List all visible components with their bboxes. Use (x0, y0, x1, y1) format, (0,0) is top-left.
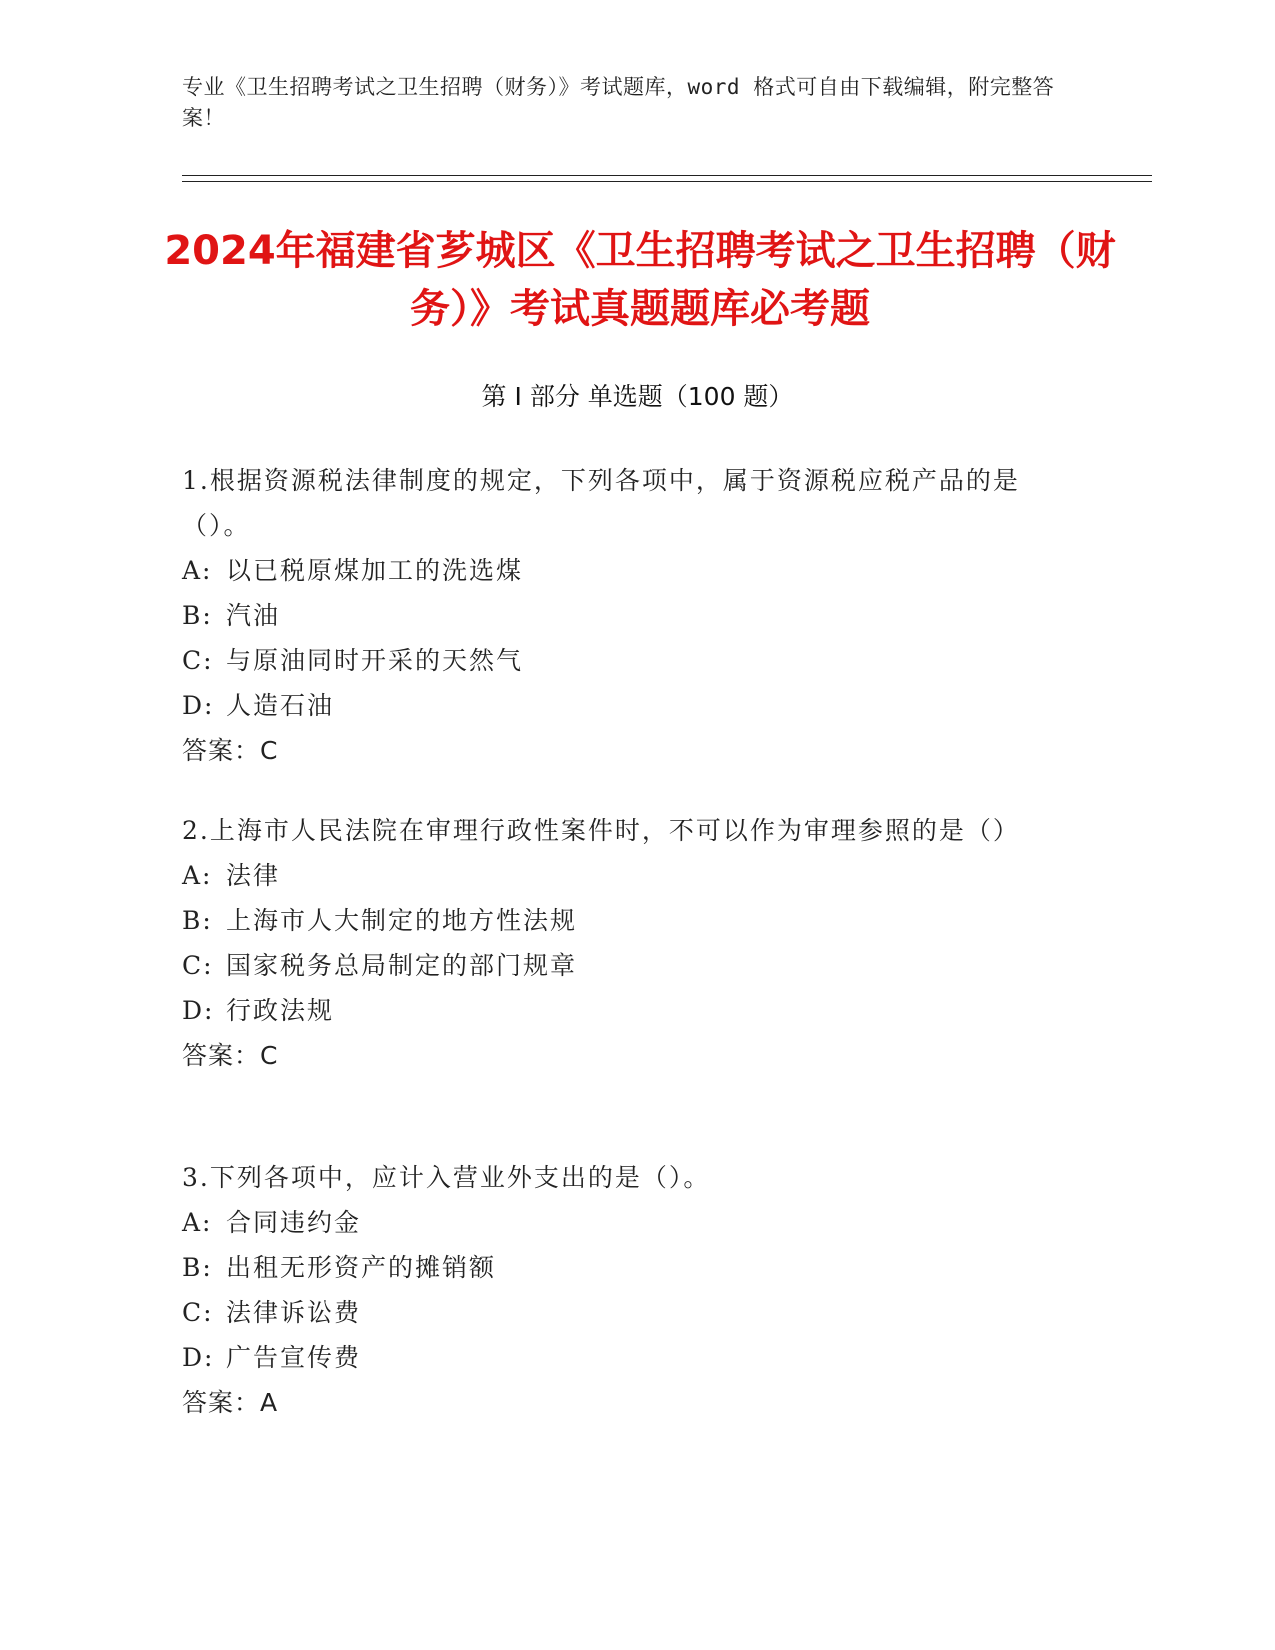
option-text: 汽油 (226, 601, 281, 630)
section-heading: 第 I 部分 单选题（100 题） (481, 382, 794, 411)
answer: 答案：A (182, 1388, 279, 1417)
option-d (182, 683, 1062, 728)
option-text: 与原油同时开采的天然气 (226, 646, 524, 675)
option-key: D: (182, 691, 215, 720)
question-stem: 1.根据资源税法律制度的规定，下列各项中，属于资源税应税产品的是（）。 (182, 466, 1020, 540)
option-b (182, 898, 1062, 943)
answer: 答案：C (182, 736, 279, 765)
option-c (182, 1290, 1062, 1335)
header-rule-bottom (182, 181, 1152, 182)
option-key: C: (182, 646, 214, 675)
option-a (182, 1200, 1062, 1245)
header-note: 专业《卫生招聘考试之卫生招聘（财务）》考试题库，word 格式可自由下载编辑，附完整答案！ (182, 75, 1055, 130)
option-key: B: (182, 1253, 213, 1282)
option-key: B: (182, 906, 213, 935)
option-text: 上海市人大制定的地方性法规 (226, 906, 578, 935)
question-block (182, 1155, 1062, 1425)
option-key: C: (182, 1298, 214, 1327)
question-block (182, 808, 1062, 1078)
option-text: 人造石油 (226, 691, 335, 720)
question-stem: 3.下列各项中，应计入营业外支出的是（）。 (182, 1163, 711, 1192)
option-key: B: (182, 601, 213, 630)
option-text: 合同违约金 (226, 1208, 362, 1237)
option-a (182, 853, 1062, 898)
option-text: 国家税务总局制定的部门规章 (226, 951, 578, 980)
option-text: 法律 (226, 861, 281, 890)
option-d (182, 1335, 1062, 1380)
option-text: 行政法规 (226, 996, 335, 1025)
question-block (182, 458, 1062, 773)
option-c (182, 638, 1062, 683)
option-text: 出租无形资产的摊销额 (226, 1253, 497, 1282)
document-title: 2024年福建省芗城区《卫生招聘考试之卫生招聘（财务）》考试真题题库必考题 (164, 228, 1116, 332)
option-key: C: (182, 951, 214, 980)
option-b (182, 1245, 1062, 1290)
option-c (182, 943, 1062, 988)
option-a (182, 548, 1062, 593)
option-key: D: (182, 1343, 215, 1372)
answer: 答案：C (182, 1041, 279, 1070)
option-b (182, 593, 1062, 638)
option-key: A: (182, 556, 213, 585)
header-rule-top (182, 175, 1152, 176)
option-text: 以已税原煤加工的洗选煤 (226, 556, 524, 585)
option-key: A: (182, 1208, 213, 1237)
question-stem: 2.上海市人民法院在审理行政性案件时，不可以作为审理参照的是（） (182, 816, 1020, 845)
option-d (182, 988, 1062, 1033)
option-text: 广告宣传费 (226, 1343, 362, 1372)
option-text: 法律诉讼费 (226, 1298, 362, 1327)
option-key: A: (182, 861, 213, 890)
option-key: D: (182, 996, 215, 1025)
